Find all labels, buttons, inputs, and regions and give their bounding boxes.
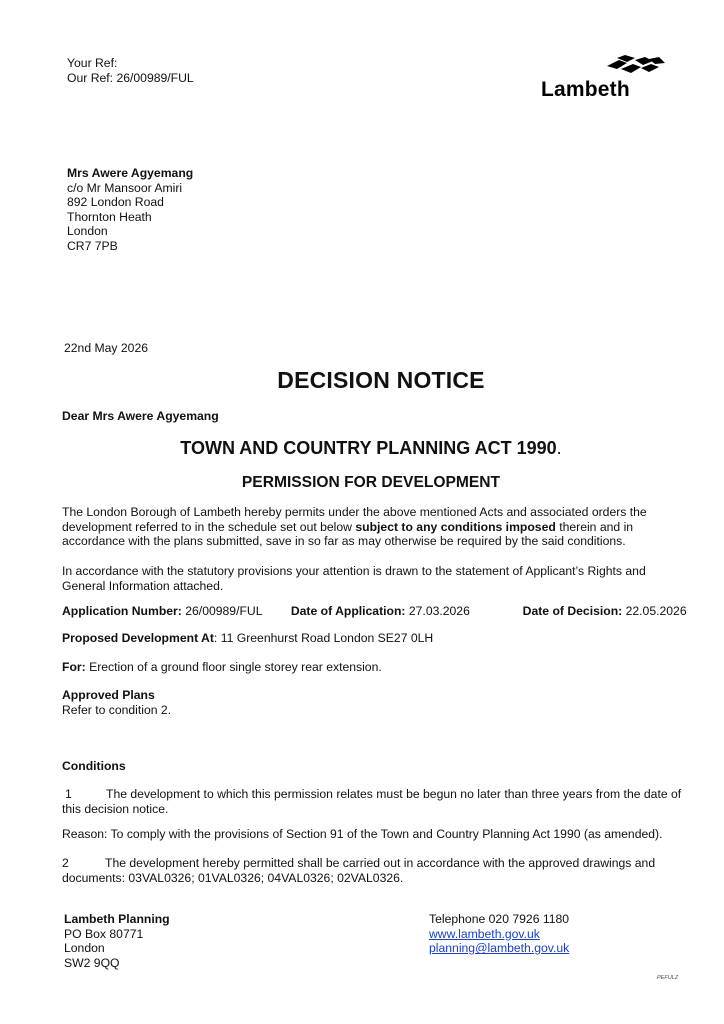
intro-bold-text: subject to any conditions imposed bbox=[355, 519, 556, 534]
address-line: London bbox=[67, 224, 108, 239]
approved-plans-value: Refer to condition 2. bbox=[62, 702, 172, 717]
intro-text: The London Borough of Lambeth hereby permits under the above mentioned Acts and associated orders the development referred to in the schedule set out below bbox=[62, 505, 647, 534]
act-heading bbox=[0, 438, 724, 459]
condition-1 bbox=[62, 787, 692, 816]
rights-paragraph: In accordance with the statutory provisions your attention is drawn to the statement of Applicant’s Rights and General Information attached. bbox=[62, 564, 646, 593]
lambeth-logo bbox=[541, 54, 667, 104]
decision-date-label: Date of Decision: bbox=[522, 604, 623, 618]
website-link[interactable]: www.lambeth.gov.uk bbox=[429, 926, 540, 941]
recipient-name: Mrs Awere Agyemang bbox=[67, 166, 194, 180]
intro-text-end: therein and in accordance with the plans submitted, save in so far as may otherwise be required by the said conditions. bbox=[62, 519, 634, 549]
address-line: CR7 7PB bbox=[67, 238, 118, 253]
letter-date: 22nd May 2026 bbox=[64, 341, 149, 355]
for-value: Erection of a ground floor single storey rear extension. bbox=[85, 660, 382, 674]
form-code: PEFULZ bbox=[657, 975, 679, 981]
footer-address bbox=[64, 912, 170, 970]
footer-telephone: Telephone 020 7926 1180 bbox=[429, 912, 570, 926]
act-period: . bbox=[556, 438, 562, 458]
condition-text: The development hereby permitted shall be carried out in accordance with the approved drawings and documents: 03VAL0326; 01VAL0326; 04VAL0326; 02VAL0326. bbox=[62, 856, 656, 885]
footer-address-line: PO Box 80771 bbox=[64, 926, 144, 941]
application-details bbox=[62, 604, 687, 619]
application-number: 26/00989/FUL bbox=[181, 604, 263, 618]
our-ref: Our Ref: 26/00989/FUL bbox=[67, 70, 194, 85]
page-title: DECISION NOTICE bbox=[277, 367, 485, 393]
condition-1-reason: Reason: To comply with the provisions of Section 91 of the Town and Country Planning Act 1990 (as amended). bbox=[62, 827, 663, 841]
intro-paragraph bbox=[62, 505, 692, 549]
development-description bbox=[62, 660, 382, 675]
proposed-development bbox=[62, 631, 433, 646]
approved-plans-label: Approved Plans bbox=[62, 688, 155, 702]
application-number-label: Application Number: bbox=[62, 604, 182, 618]
address-line: Thornton Heath bbox=[67, 209, 152, 224]
proposed-value: : 11 Greenhurst Road London SE27 0LH bbox=[213, 631, 434, 645]
recipient-address bbox=[67, 166, 193, 254]
your-ref: Your Ref: bbox=[67, 56, 118, 70]
footer-address-line: SW2 9QQ bbox=[64, 955, 120, 970]
condition-number: 1 bbox=[65, 787, 72, 801]
address-line: 892 London Road bbox=[67, 195, 164, 210]
approved-plans bbox=[62, 688, 171, 717]
proposed-label: Proposed Development At bbox=[62, 631, 214, 645]
for-label: For: bbox=[62, 660, 86, 674]
footer-org: Lambeth Planning bbox=[64, 912, 170, 926]
condition-number: 2 bbox=[62, 856, 69, 870]
reference-block bbox=[67, 56, 194, 85]
condition-text: The development to which this permission relates must be begun no later than three years from the date of this decision notice. bbox=[62, 787, 682, 816]
condition-2 bbox=[62, 856, 692, 885]
conditions-heading: Conditions bbox=[62, 759, 126, 773]
salutation: Dear Mrs Awere Agyemang bbox=[62, 409, 219, 423]
email-link[interactable]: planning@lambeth.gov.uk bbox=[429, 941, 570, 956]
lambeth-logo-icon bbox=[605, 54, 667, 76]
act-title: TOWN AND COUNTRY PLANNING ACT 1990 bbox=[180, 438, 557, 458]
footer-contact bbox=[429, 912, 569, 956]
application-date: 27.03.2026 bbox=[405, 604, 470, 618]
footer-address-line: London bbox=[64, 941, 105, 956]
decision-date: 22.05.2026 bbox=[622, 604, 687, 618]
address-line: c/o Mr Mansoor Amiri bbox=[67, 180, 183, 195]
lambeth-logo-text: Lambeth bbox=[541, 78, 630, 101]
permission-heading: PERMISSION FOR DEVELOPMENT bbox=[241, 474, 501, 491]
application-date-label: Date of Application: bbox=[290, 604, 406, 618]
